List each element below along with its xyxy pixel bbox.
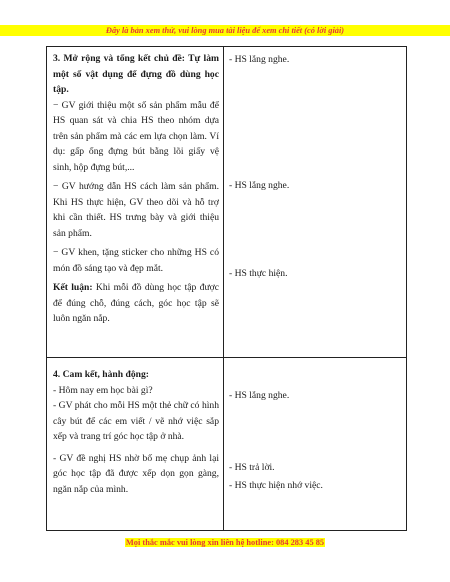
section-3-student-response-1: - HS lắng nghe. bbox=[229, 54, 290, 65]
section-3-heading: 3. Mở rộng và tổng kết chủ đề: Tự làm một số vật dụng để đựng đồ dùng học tập. bbox=[53, 53, 219, 95]
hotline-footer bbox=[0, 537, 450, 548]
section-4-paragraph-3: - GV đề nghị HS nhờ bố mẹ chụp ảnh lại góc học tập đã được xếp dọn gọn gàng, ngăn nắp của mình. bbox=[53, 452, 219, 495]
conclusion-text: Khi mỗi đồ dùng học tập được để đúng chỗ, đúng cách, góc học tập sẽ luôn ngăn nắp. bbox=[53, 282, 219, 324]
section-4-teacher-cell bbox=[53, 367, 219, 497]
preview-banner-text: Đây là bản xem thử, vui lòng mua tài liệu để xem chi tiết (có lời giải) bbox=[105, 26, 345, 35]
section-4-student-response-1: - HS lắng nghe. bbox=[229, 390, 290, 401]
section-3-paragraph-2: − GV hướng dẫn HS cách làm sản phẩm. Khi HS thực hiện, GV theo dõi và hỗ trợ khi cần thiết. HS trưng bày và giới thiệu sản phẩm. bbox=[53, 181, 219, 239]
section-4-student-response-3: - HS thực hiện nhớ việc. bbox=[229, 480, 323, 491]
section-4-paragraph-1: - Hôm nay em học bài gì? bbox=[53, 384, 153, 396]
row-divider bbox=[47, 357, 406, 358]
column-divider bbox=[223, 47, 224, 530]
section-3-paragraph-1: − GV giới thiệu một số sản phẩm mẫu để HS quan sát và chia HS theo nhóm dựa trên sản phẩm mà các em lựa chọn làm. Ví dụ: gấp ống đựng bút bằng lõi giấy vệ sinh, hộp đựng bút,... bbox=[53, 99, 219, 173]
section-3-student-response-2: - HS lắng nghe. bbox=[229, 180, 290, 191]
section-3-student-response-3: - HS thực hiện. bbox=[229, 268, 288, 279]
section-3-paragraph-3: − GV khen, tặng sticker cho những HS có món đồ sáng tạo và đẹp mắt. bbox=[53, 247, 219, 274]
section-4-paragraph-2: - GV phát cho mỗi HS một thẻ chữ có hình cây bút để các em viết / vẽ nhớ việc sắp xếp và trang trí góc học tập ở nhà. bbox=[53, 400, 219, 442]
lesson-table bbox=[46, 46, 407, 531]
conclusion-label: Kết luận: bbox=[53, 282, 93, 293]
section-4-student-response-2: - HS trả lời. bbox=[229, 462, 275, 473]
hotline-footer-text: Mọi thắc mắc vui lòng xin liên hệ hotline: 084 283 45 85 bbox=[125, 538, 325, 547]
section-3-conclusion bbox=[53, 280, 219, 327]
preview-banner bbox=[0, 25, 450, 36]
section-3-teacher-cell bbox=[53, 51, 219, 327]
section-4-heading: 4. Cam kết, hành động: bbox=[53, 369, 149, 380]
